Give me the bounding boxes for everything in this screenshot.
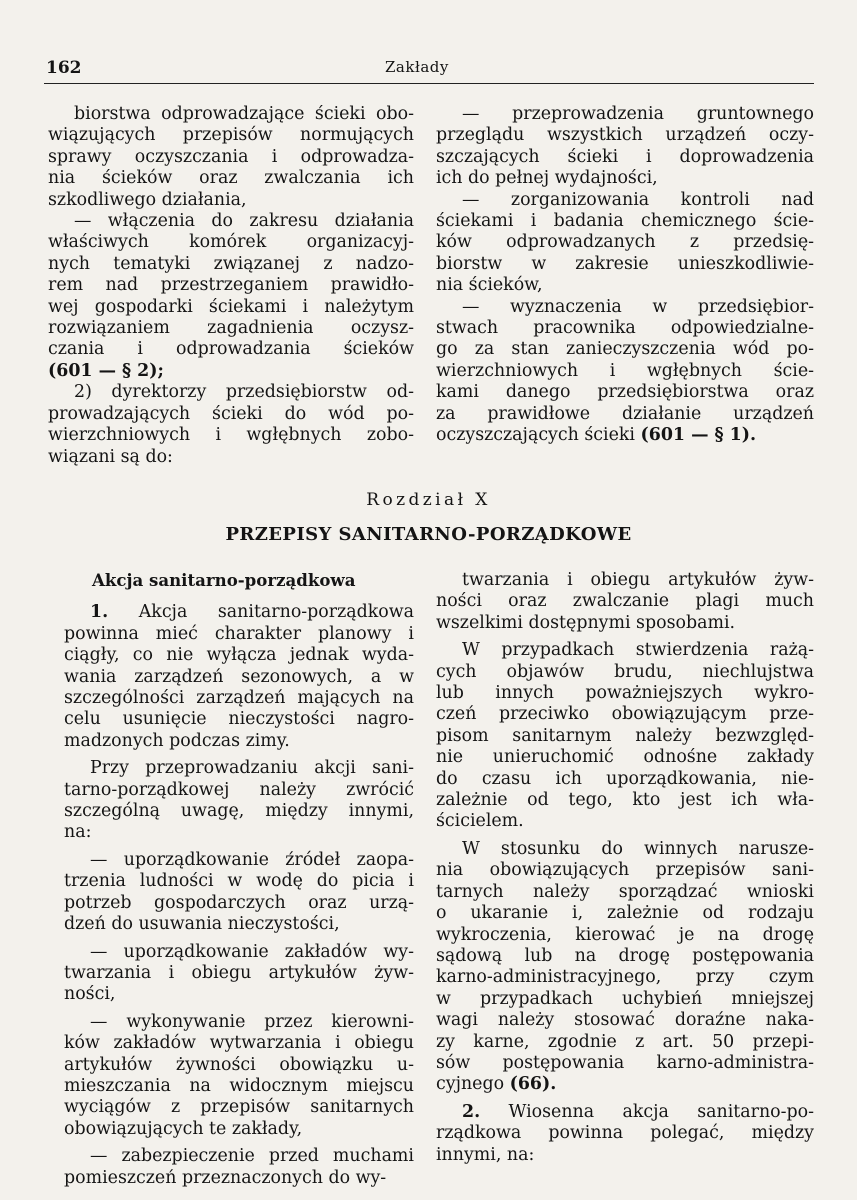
- paragraph: [436, 640, 814, 833]
- text-line: wszelkimi dostępnymi sposobami.: [436, 612, 736, 633]
- text-line: — uporządkowanie źródeł zaopa-: [90, 849, 414, 870]
- paragraph: [64, 602, 414, 752]
- text-line: szkodliwego działania,: [48, 189, 247, 210]
- paragraph: [436, 297, 814, 447]
- text-line: tarno-porządkowej należy zwrócić: [64, 779, 414, 800]
- text-line: wiązani są do:: [48, 446, 173, 467]
- paragraph: [48, 211, 414, 382]
- paragraph: [64, 942, 414, 1006]
- text-line: nia ścieków oraz zwalczania ich: [48, 168, 414, 189]
- text-line: wierzchniowych i wgłębnych zobo-: [48, 425, 414, 446]
- text-line: — przeprowadzenia gruntownego: [462, 104, 814, 124]
- text-line: potrzeb gospodarczych oraz urzą-: [64, 892, 414, 913]
- text-line: wykroczenia, kierować je na drogę: [436, 924, 814, 945]
- paragraph: [64, 1012, 414, 1140]
- text-line: Przy przeprowadzaniu akcji sani-: [90, 758, 414, 779]
- text-line: prowadzających ścieki do wód po-: [48, 403, 414, 424]
- text-line: 2. Wiosenna akcja sanitarno-po-: [462, 1101, 814, 1122]
- top-left-column: [48, 104, 414, 468]
- text-line: nych tematyki związanej z nadzo-: [48, 253, 414, 274]
- section-subheading: Akcja sanitarno-porządkowa: [92, 570, 356, 590]
- text-line: mieszczania na widocznym miejscu: [64, 1075, 414, 1096]
- text-line: — wyznaczenia w przedsiębior-: [462, 296, 814, 317]
- text-line: — wykonywanie przez kierowni-: [90, 1011, 414, 1032]
- text-line: sprawy oczyszczania i odprowadza-: [48, 146, 414, 167]
- text-line: 1. Akcja sanitarno-porządkowa: [90, 602, 414, 623]
- text-line: cych objawów brudu, niechlujstwa: [436, 661, 814, 682]
- top-right-column: [436, 104, 814, 447]
- text-line: powinna mieć charakter planowy i: [64, 623, 414, 644]
- text-line: czeń przeciwko obowiązującym prze-: [436, 704, 814, 725]
- text-line: oczyszczających ścieki (601 — § 1).: [436, 425, 757, 446]
- text-line: wierzchniowych i wgłębnych ście-: [436, 360, 814, 381]
- text-line: — włączenia do zakresu działania: [74, 211, 414, 232]
- text-line: czania i odprowadzania ścieków: [48, 339, 414, 360]
- text-line: do czasu ich uporządkowania, nie-: [436, 768, 814, 789]
- paragraph: [64, 1146, 414, 1189]
- text-line: W przypadkach stwierdzenia rażą-: [462, 640, 814, 661]
- text-line: innymi, na:: [436, 1144, 535, 1165]
- page-number: 162: [46, 58, 82, 78]
- text-line: właściwych komórek organizacyj-: [48, 232, 414, 253]
- text-line: przeglądu wszystkich urządzeń oczy-: [436, 125, 814, 146]
- text-line: szczających ścieki i doprowadzenia: [436, 146, 814, 167]
- header-rule: [44, 83, 814, 84]
- text-line: cyjnego (66).: [436, 1074, 557, 1095]
- text-line: wyciągów z przepisów sanitarnych: [64, 1097, 414, 1118]
- text-line: — zorganizowania kontroli nad: [462, 189, 814, 210]
- text-line: pisom sanitarnym należy bezwzględ-: [436, 725, 814, 746]
- text-line: ciągły, co nie wyłącza jednak wyda-: [64, 645, 414, 666]
- text-line: twarzania i obiegu artykułów żyw-: [462, 570, 814, 590]
- text-line: madzonych podczas zimy.: [64, 730, 290, 751]
- paragraph: [48, 104, 414, 211]
- text-line: wiązujących przepisów normujących: [48, 125, 414, 146]
- text-line: nie unieruchomić odnośne zakłady: [436, 747, 814, 768]
- text-line: w przypadkach uchybień mniejszej: [436, 988, 814, 1009]
- paragraph: [436, 839, 814, 1096]
- text-line: sów postępowania karno-administra-: [436, 1052, 814, 1073]
- text-line: lub innych poważniejszych wykro-: [436, 683, 814, 704]
- text-line: biorstwa odprowadzające ścieki obo-: [74, 104, 414, 124]
- text-line: tarnych należy sporządzać wnioski: [436, 881, 814, 902]
- running-title: Zakłady: [385, 58, 449, 76]
- paragraph: [48, 382, 414, 468]
- text-line: — uporządkowanie zakładów wy-: [90, 941, 414, 962]
- bottom-right-column: [436, 570, 814, 1166]
- text-line: W stosunku do winnych narusze-: [462, 838, 814, 859]
- paragraph: [436, 570, 814, 634]
- text-line: wej gospodarki ściekami i należytym: [48, 296, 414, 317]
- text-line: wania zarządzeń sezonowych, a w: [64, 666, 414, 687]
- text-line: dzeń do usuwania nieczystości,: [64, 914, 340, 935]
- text-line: rozwiązaniem zagadnienia oczysz-: [48, 318, 414, 339]
- text-line: nia ścieków,: [436, 275, 543, 296]
- text-line: na:: [64, 822, 92, 843]
- text-line: zy karne, zgodnie z art. 50 przepi-: [436, 1031, 814, 1052]
- chapter-label: Rozdział X: [366, 490, 491, 510]
- text-line: nia obowiązujących przepisów sani-: [436, 860, 814, 881]
- text-line: 2) dyrektorzy przedsiębiorstw od-: [74, 382, 414, 403]
- chapter-title: PRZEPISY SANITARNO-PORZĄDKOWE: [225, 524, 632, 545]
- text-line: obowiązujących te zakłady,: [64, 1118, 303, 1139]
- text-line: ków odprowadzanych z przedsię-: [436, 232, 814, 253]
- bottom-left-paragraphs: [64, 602, 414, 1189]
- text-line: ków zakładów wytwarzania i obiegu: [64, 1033, 414, 1054]
- text-line: (601 — § 2);: [48, 360, 164, 381]
- text-line: pomieszczeń przeznaczonych do wy-: [64, 1167, 387, 1188]
- text-line: ściekami i badania chemicznego ście-: [436, 211, 814, 232]
- text-line: kami danego przedsiębiorstwa oraz: [436, 382, 814, 403]
- text-line: karno-administracyjnego, przy czym: [436, 967, 814, 988]
- text-line: celu usunięcie nieczystości nagro-: [64, 709, 414, 730]
- text-line: szczególności zarządzeń mających na: [64, 688, 414, 709]
- text-line: wagi należy stosować doraźne naka-: [436, 1010, 814, 1031]
- text-line: sądową lub na drogę postępowania: [436, 945, 814, 966]
- text-line: rządkowa powinna polegać, między: [436, 1123, 814, 1144]
- paragraph: [436, 1102, 814, 1166]
- text-line: ścicielem.: [436, 811, 524, 832]
- text-line: artykułów żywności obowiązku u-: [64, 1054, 414, 1075]
- text-line: twarzania i obiegu artykułów żyw-: [64, 962, 414, 983]
- text-line: ności oraz zwalczanie plagi much: [436, 591, 814, 612]
- text-line: stwach pracownika odpowiedzialne-: [436, 318, 814, 339]
- text-line: zależnie od tego, kto jest ich wła-: [436, 790, 814, 811]
- text-line: biorstw w zakresie unieszkodliwie-: [436, 253, 814, 274]
- text-line: ich do pełnej wydajności,: [436, 168, 658, 189]
- text-line: za prawidłowe działanie urządzeń: [436, 403, 814, 424]
- text-line: szczególną uwagę, między innymi,: [64, 801, 414, 822]
- paragraph: [436, 190, 814, 297]
- text-line: o ukaranie i, zależnie od rodzaju: [436, 903, 814, 924]
- text-line: — zabezpieczenie przed muchami: [90, 1146, 414, 1167]
- paragraph: [64, 758, 414, 844]
- text-line: go za stan zanieczyszczenia wód po-: [436, 339, 814, 360]
- text-line: trzenia ludności w wodę do picia i: [64, 871, 414, 892]
- text-line: ności,: [64, 984, 116, 1005]
- text-line: rem nad przestrzeganiem prawidło-: [48, 275, 414, 296]
- bottom-left-column: [64, 570, 414, 1189]
- paragraph: [436, 104, 814, 190]
- paragraph: [64, 850, 414, 936]
